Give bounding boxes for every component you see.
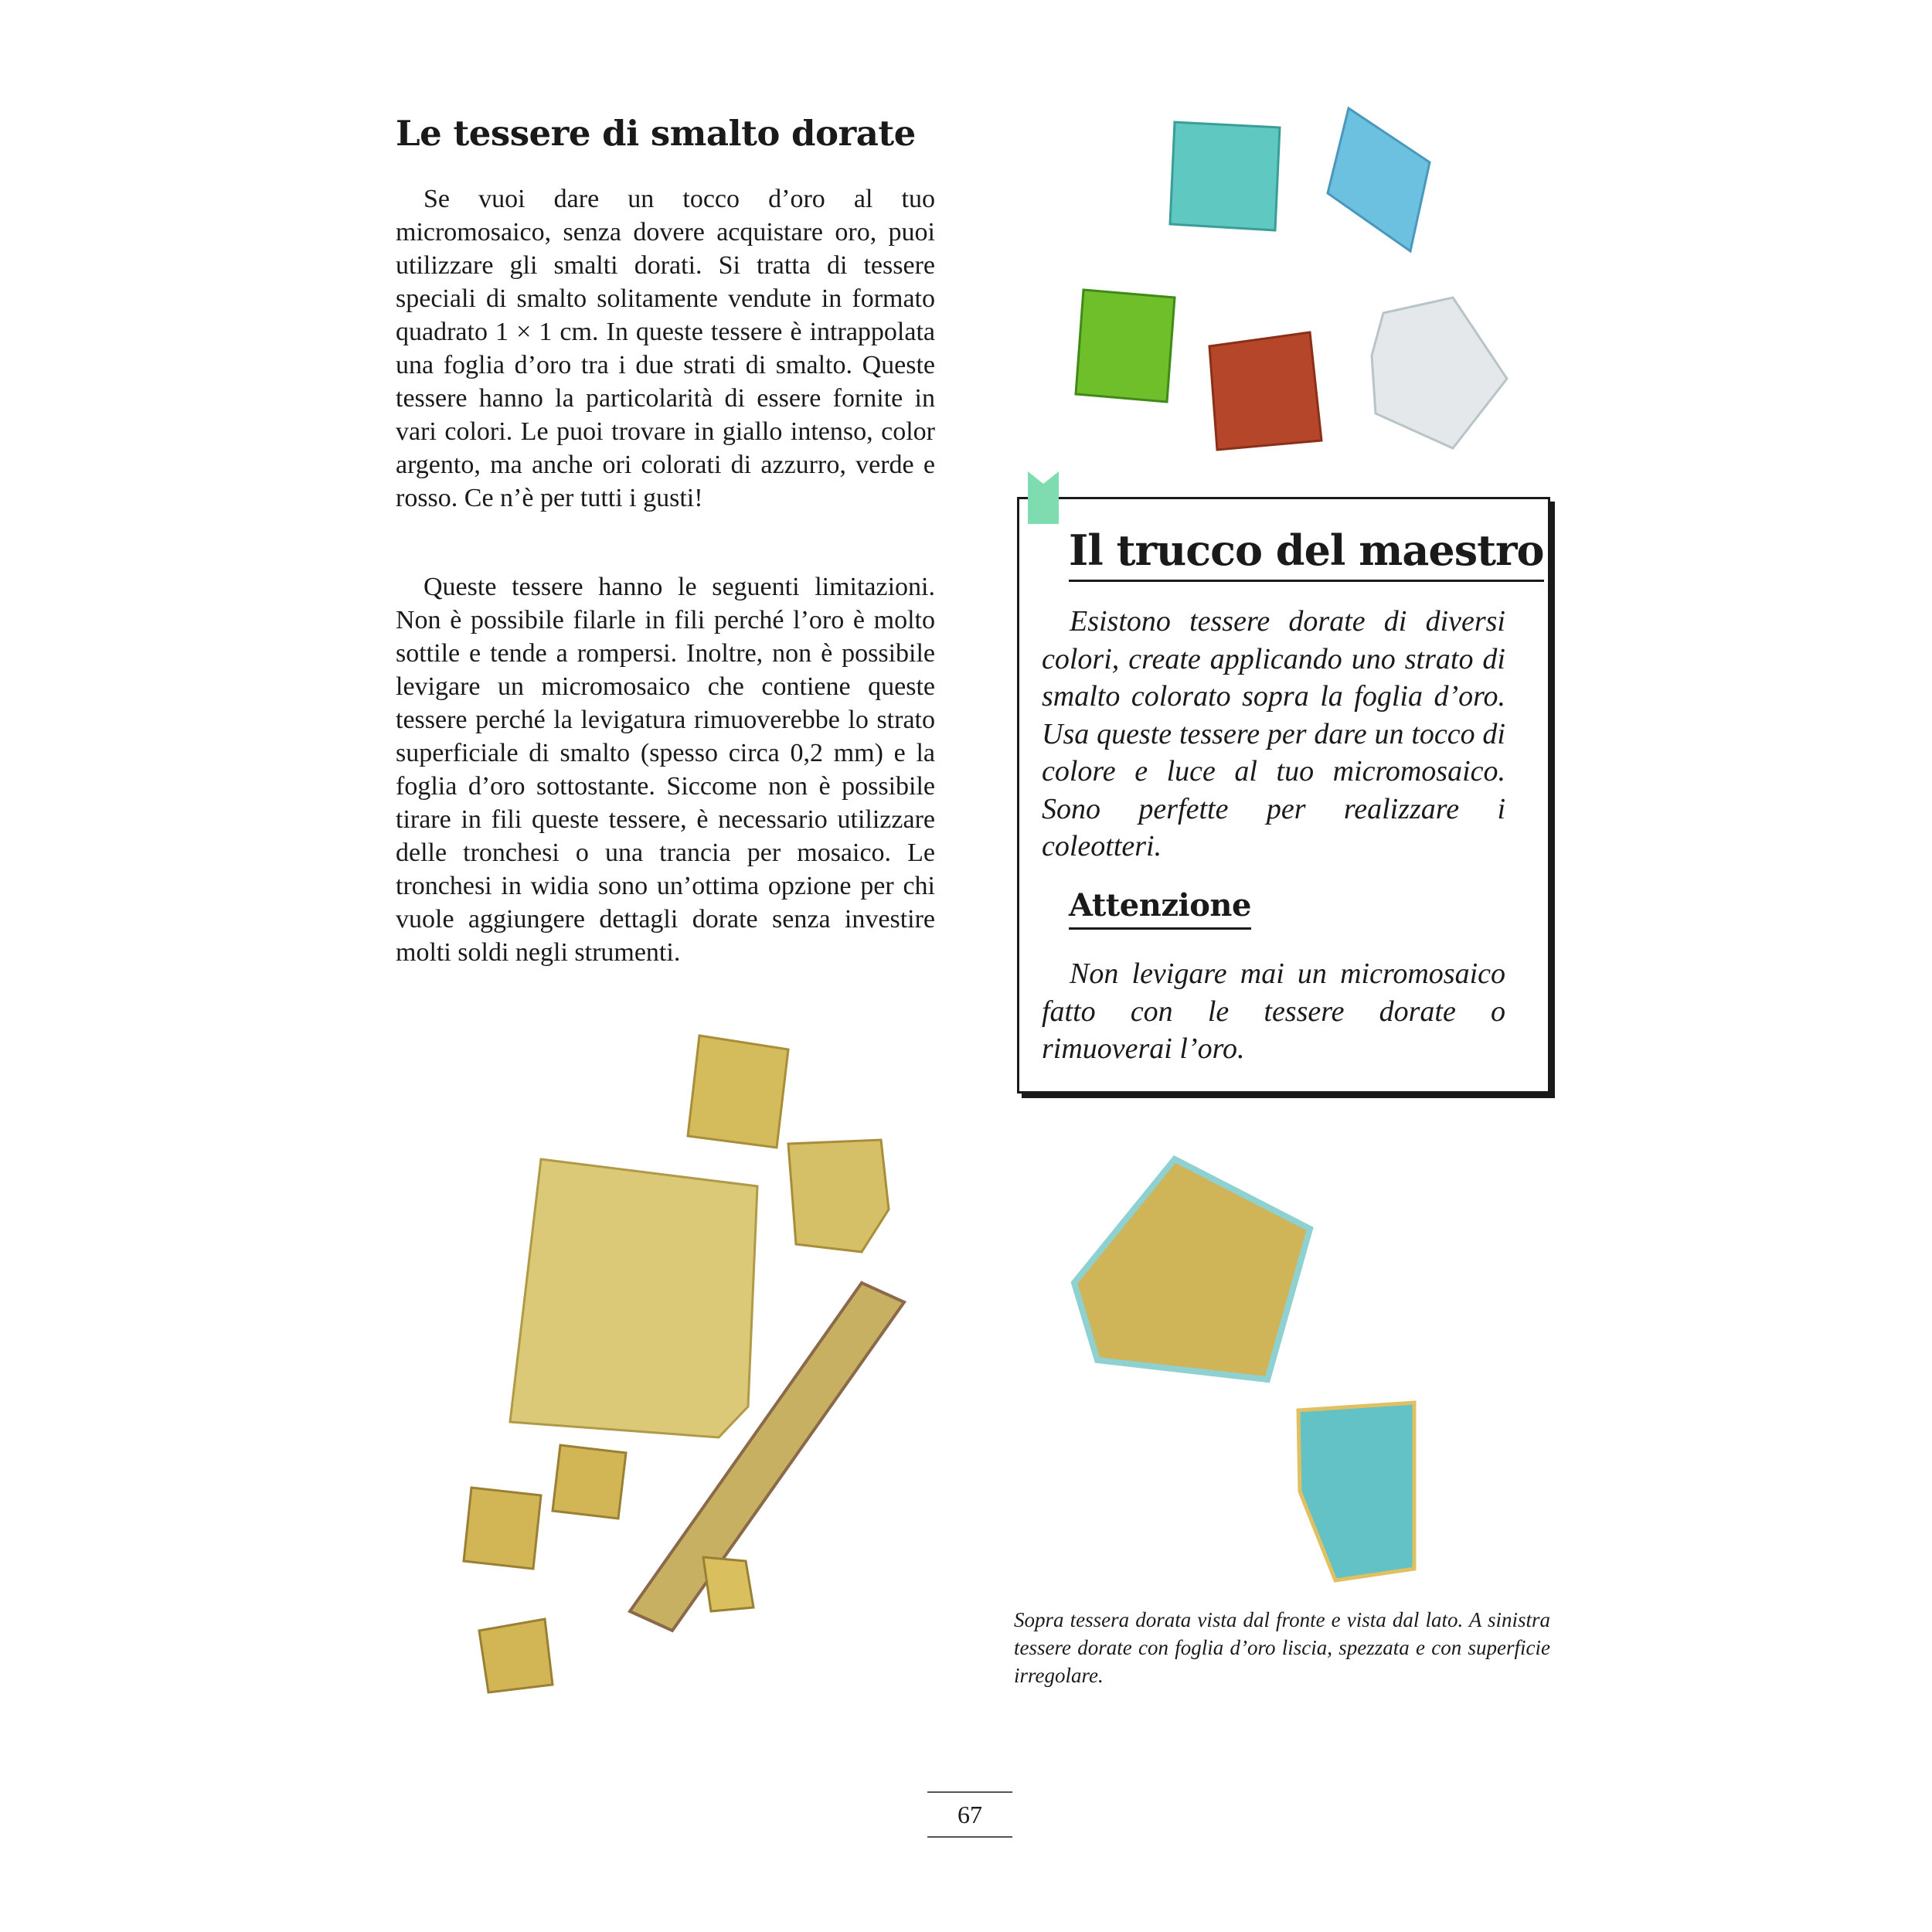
gold-tiles-photo (433, 1020, 927, 1700)
page-number: 67 (957, 1800, 982, 1828)
tile-side-view (1298, 1403, 1414, 1580)
bookmark-icon (1028, 471, 1059, 524)
gold-tile-fragment (703, 1557, 753, 1611)
turquoise-tile (1170, 122, 1280, 230)
colored-tiles-photo (1020, 100, 1546, 471)
section-title: Le tessere di smalto dorate (396, 113, 916, 154)
page-number-box (927, 1791, 1012, 1838)
warning-text: Non levigare mai un micromosaico fatto con le tessere dorate o rimuoverai l’oro. (1042, 957, 1505, 1065)
tip-title: Il trucco del maestro (1069, 526, 1544, 582)
tile-front-side-photo (1051, 1136, 1484, 1600)
warning-title: Attenzione (1069, 887, 1251, 930)
photo-caption: Sopra tessera dorata vista dal fronte e vista dal lato. A sinistra tessere dorate con foglia d’oro liscia, spezzata e con superficie irregolare. (1014, 1608, 1550, 1687)
tile-front-view (1074, 1159, 1310, 1379)
gold-tile-medium (788, 1140, 889, 1252)
gold-tile-crackled-1 (553, 1445, 626, 1519)
body-paragraph-1: Se vuoi dare un tocco d’oro al tuo micromosaico, senza dovere acquistare oro, puoi utilizzare gli smalti dorati. Si tratta di tessere speciali di smalto solitamente vendute in formato quadrato 1 × 1 cm. In queste tessere è intrappolata una foglia d’oro tra i due strati di smalto. Queste tessere hanno la particolarità di essere fornite in vari colori. Le puoi trovare in giallo intenso, color argento, ma anche ori colorati di azzurro, verde e rosso. Ce n’è per tutti i gusti! (396, 185, 935, 512)
silver-tile (1372, 298, 1507, 448)
gold-tile-small-top (688, 1036, 788, 1148)
gold-sheet-large (510, 1159, 757, 1437)
tip-text: Esistono tessere dorate di diversi colori, create applicando uno strato di smalto colorato sopra la foglia d’oro. Usa queste tessere per dare un tocco di colore e luce al tuo micromosaico. Sono perfette per realizzare i coleotteri. (1042, 605, 1505, 862)
gold-tile-crackled-3 (479, 1619, 553, 1692)
light-blue-tile (1328, 108, 1430, 251)
body-paragraph-2: Queste tessere hanno le seguenti limitazioni. Non è possibile filarle in fili perché l’oro è molto sottile e tende a rompersi. Inoltre, non è possibile levigare un micromosaico che contiene queste tessere perché la levigatura rimuoverebbe lo strato superficiale di smalto (spesso circa 0,2 mm) e la foglia d’oro sottostante. Siccome non è possibile tirare in fili queste tessere, è necessario utilizzare delle tronchesi o una trancia per mosaico. Le tronchesi in widia sono un’ottima opzione per chi vuole aggiungere dettagli dorate senza investire molti soldi negli strumenti. (396, 573, 935, 967)
green-tile (1076, 290, 1175, 402)
gold-tile-crackled-2 (464, 1488, 541, 1569)
red-tile (1209, 332, 1321, 450)
